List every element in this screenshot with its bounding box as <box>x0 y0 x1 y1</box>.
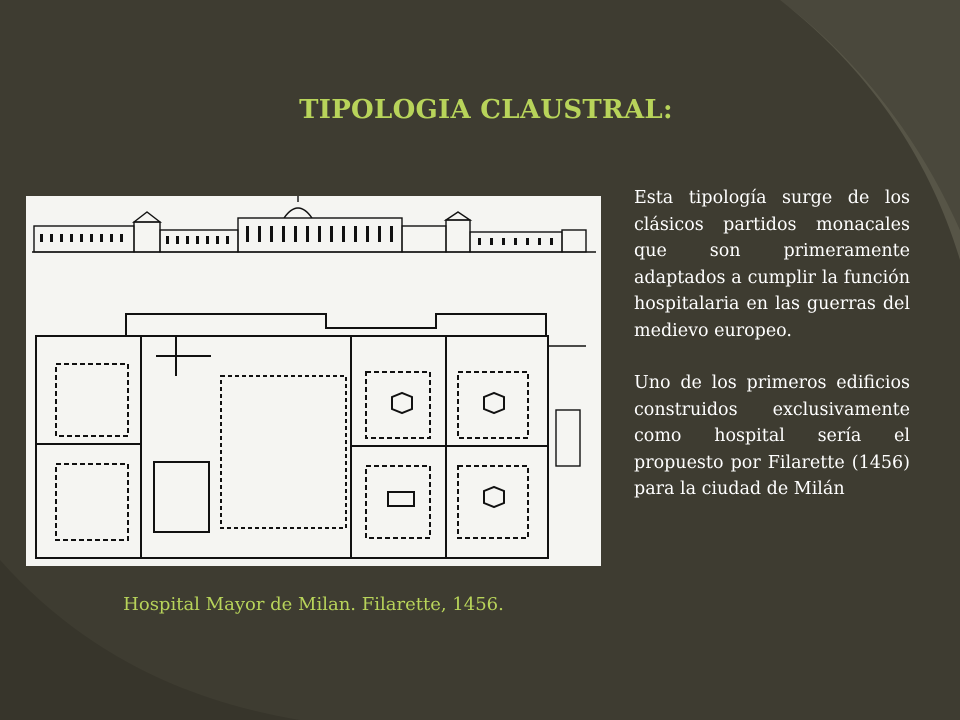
floor-plan-drawing <box>36 314 586 558</box>
elevation-drawing <box>32 196 596 252</box>
paragraph-1: Esta tipología surge de los clásicos partidos monacales que son primeramente adaptados a cumplir la función hospitalaria en las guerras del medievo europeo. <box>634 188 910 341</box>
slide-title: TIPOLOGIA CLAUSTRAL: <box>299 95 673 125</box>
image-caption: Hospital Mayor de Milan. Filarette, 1456. <box>123 594 504 615</box>
description-text <box>634 185 910 529</box>
hospital-plan-image <box>26 196 601 566</box>
paragraph-2: Uno de los primeros edificios construidos exclusivamente como hospital sería el propuesto por Filarette (1456) para la ciudad de Milán <box>634 373 910 499</box>
